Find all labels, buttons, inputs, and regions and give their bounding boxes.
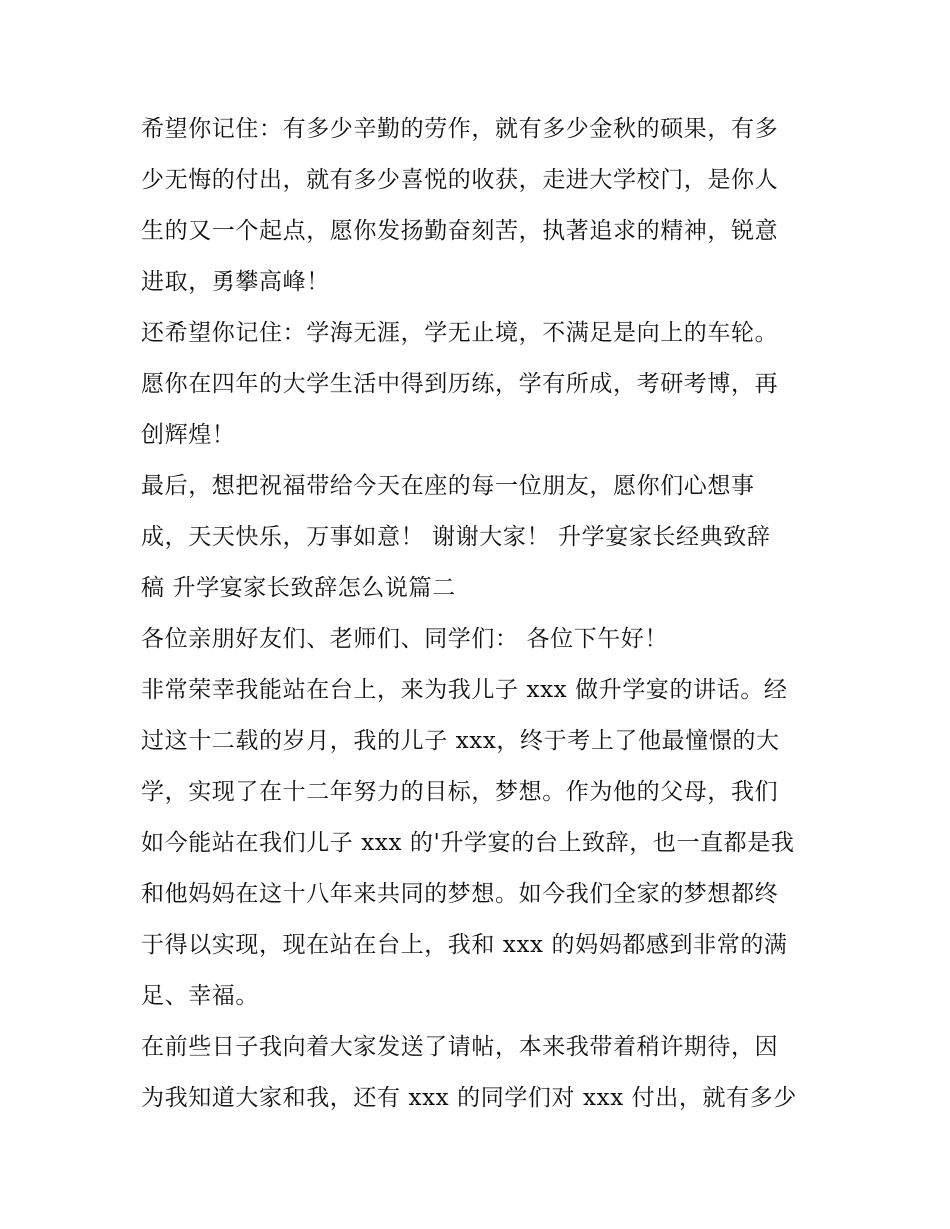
text-line: 在前些日子我向着大家发送了请帖，本来我带着稍许期待，因 xyxy=(141,1034,779,1060)
text-line: 最后，想把祝福带给今天在座的每一位朋友，愿你们心想事 xyxy=(141,473,755,499)
text-line: 学，实现了在十二年努力的目标，梦想。作为他的父母，我们 xyxy=(141,779,779,805)
text-line: 生的又一个起点，愿你发扬勤奋刻苦，执著追求的精神，锐意 xyxy=(141,218,779,244)
text-line: 希望你记住：有多少辛勤的劳作，就有多少金秋的硕果，有多 xyxy=(141,116,779,142)
document-body xyxy=(141,104,821,1124)
text-line: 稿 升学宴家长致辞怎么说篇二 xyxy=(141,575,456,601)
text-line: 如今能站在我们儿子 xxx 的'升学宴的台上致辞，也一直都是我 xyxy=(141,830,795,856)
text-line: 过这十二载的岁月，我的儿子 xxx，终于考上了他最憧憬的大 xyxy=(141,728,780,754)
text-line: 成，天天快乐，万事如意！ 谢谢大家！ 升学宴家长经典致辞 xyxy=(141,524,771,550)
text-line: 少无悔的付出，就有多少喜悦的收获，走进大学校门，是你人 xyxy=(141,167,779,193)
text-line: 进取，勇攀高峰！ xyxy=(141,269,330,295)
text-line: 足、幸福。 xyxy=(141,983,259,1009)
text-line: 和他妈妈在这十八年来共同的梦想。如今我们全家的梦想都终 xyxy=(141,881,779,907)
text-line: 于得以实现，现在站在台上，我和 xxx 的妈妈都感到非常的满 xyxy=(141,932,788,958)
text-line: 各位亲朋好友们、老师们、同学们： 各位下午好！ xyxy=(141,626,669,652)
text-line: 为我知道大家和我，还有 xxx 的同学们对 xxx 付出，就有多少 xyxy=(141,1085,797,1111)
text-line: 还希望你记住：学海无涯，学无止境，不满足是向上的车轮。 xyxy=(141,320,779,346)
text-line: 愿你在四年的大学生活中得到历练，学有所成，考研考博，再 xyxy=(141,371,779,397)
text-line: 创辉煌！ xyxy=(141,422,236,448)
text-line: 非常荣幸我能站在台上，来为我儿子 xxx 做升学宴的讲话。经 xyxy=(141,677,788,703)
